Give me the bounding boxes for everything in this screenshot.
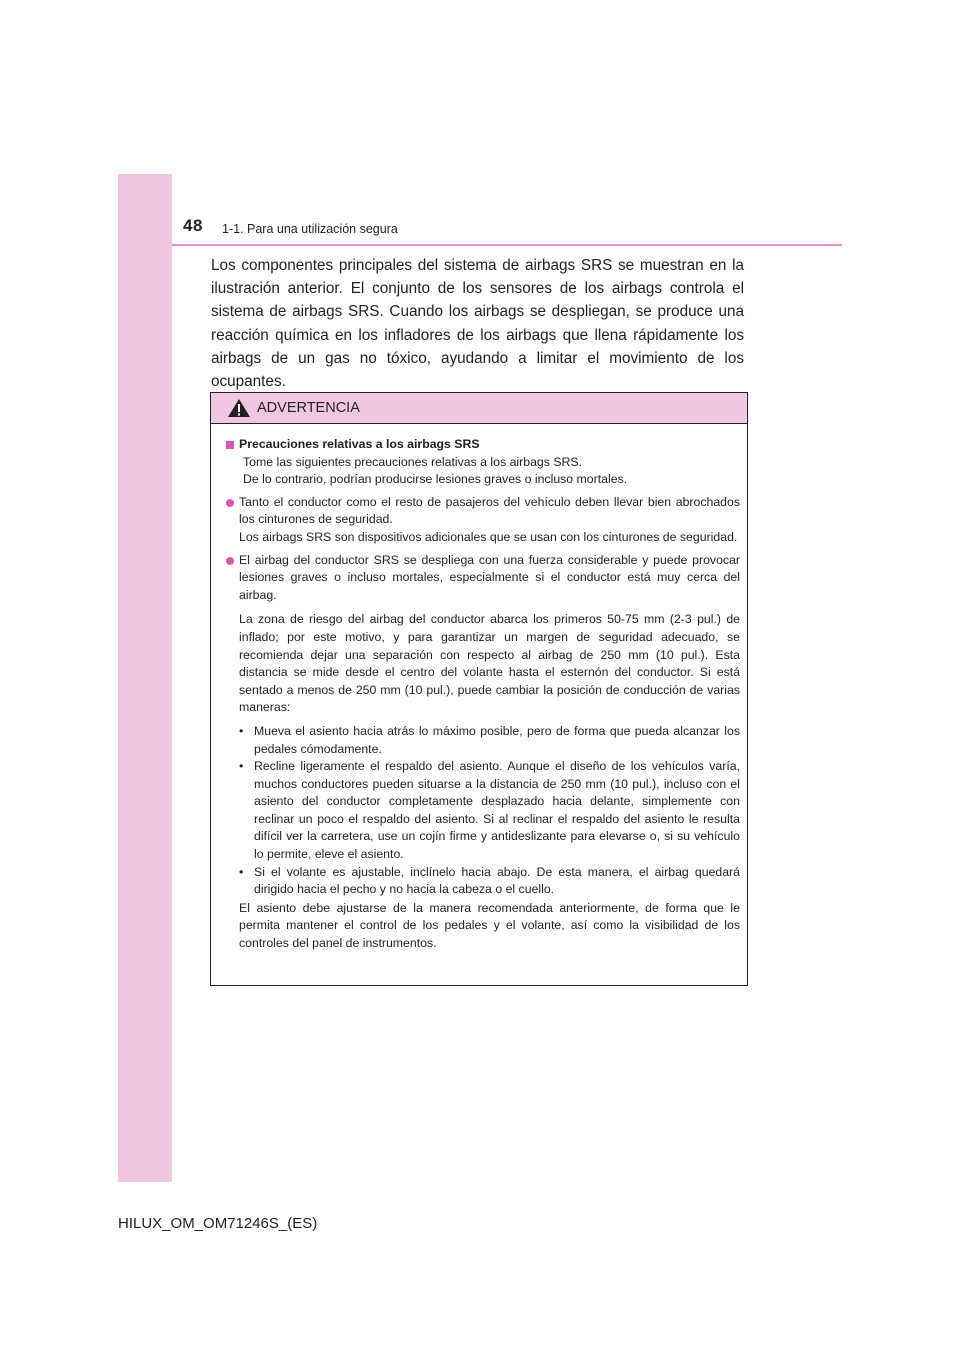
list-bullet: •	[239, 723, 244, 738]
header-divider	[172, 244, 842, 246]
page-number: 48	[183, 216, 203, 235]
list-item	[239, 758, 740, 864]
warning-triangle-icon	[227, 398, 251, 418]
section-title: 1-1. Para una utilización segura	[222, 222, 398, 236]
warning-intro-line: Tome las siguientes precauciones relativas a los airbags SRS.	[243, 454, 583, 469]
square-bullet-icon	[226, 441, 234, 449]
list-item-text: Recline ligeramente el respaldo del asiento. Aunque el diseño de los vehículos varía, muchos conductores pueden situarse a la distancia de 250 mm (10 pul.), incluso con el asiento del conductor completamente desplazado hacia delante, simplemente con reclinar un poco el respaldo del asiento. Si al reclinar el respaldo del asiento le resulta difícil ver la carretera, use un cojín firme y antideslizante para elevarse o, si su vehículo lo permite, eleve el asiento.	[254, 759, 740, 862]
list-bullet: •	[239, 864, 244, 879]
warning-title: ADVERTENCIA	[257, 400, 360, 416]
list-item	[239, 864, 740, 899]
warning-subtitle-text: Precauciones relativas a los airbags SRS	[239, 437, 480, 451]
warning-bullet	[226, 552, 740, 605]
warning-box	[210, 392, 748, 986]
circle-bullet-icon	[226, 557, 234, 565]
side-tab-band	[118, 174, 172, 1182]
footer-doc-code: HILUX_OM_OM71246S_(ES)	[118, 1215, 318, 1232]
warning-subtitle	[226, 436, 740, 454]
warning-intro-line: De lo contrario, podrían producirse lesiones graves o incluso mortales.	[243, 472, 628, 487]
list-item-text: Mueva el asiento hacia atrás lo máximo posible, pero de forma que pueda alcanzar los pedales cómodamente.	[254, 723, 740, 756]
warning-bullet	[226, 494, 740, 547]
adjustment-list	[226, 723, 740, 953]
circle-bullet-icon	[226, 499, 234, 507]
list-bullet: •	[239, 759, 244, 774]
closing-paragraph: El asiento debe ajustarse de la manera recomendada anteriormente, de forma que le permita mantener el control de los pedales y el volante, así como la visibilidad de los controles del panel de instrumentos.	[239, 900, 740, 951]
risk-zone-paragraph: La zona de riesgo del airbag del conductor abarca los primeros 50-75 mm (2-3 pul.) de inflado; por este motivo, y para garantizar un margen de seguridad adecuado, se recomienda dejar una separación con respecto al airbag de 250 mm (10 pul.). Esta distancia se mide desde el centro del volante hasta el esternón del conductor. Si está sentado a menos de 250 mm (10 pul.), puede cambiar la posición de conducción de varias maneras:	[239, 612, 740, 715]
warning-header	[211, 393, 747, 424]
list-item-text: Si el volante es ajustable, inclínelo hacia abajo. De esta manera, el airbag quedará dirigido hacia el pecho y no hacia la cabeza o el cuello.	[254, 864, 740, 897]
list-item	[239, 723, 740, 758]
bullet-text: Tanto el conductor como el resto de pasajeros del vehículo deben llevar bien abrochados los cinturones de seguridad.	[239, 494, 740, 527]
bullet-text: Los airbags SRS son dispositivos adicionales que se usan con los cinturones de seguridad.	[239, 529, 738, 544]
bullet-text: El airbag del conductor SRS se despliega con una fuerza considerable y puede provocar lesiones graves o incluso mortales, especialmente si el conductor está muy cerca del airbag.	[239, 552, 740, 602]
warning-body	[211, 424, 747, 953]
intro-paragraph: Los componentes principales del sistema de airbags SRS se muestran en la ilustración anterior. El conjunto de los sensores de los airbags controla el sistema de airbags SRS. Cuando los airbags se despliegan, se produce una reacción química en los infladores de los airbags que llena rápidamente los airbags de un gas no tóxico, ayudando a limitar el movimiento de los ocupantes.	[211, 257, 744, 391]
